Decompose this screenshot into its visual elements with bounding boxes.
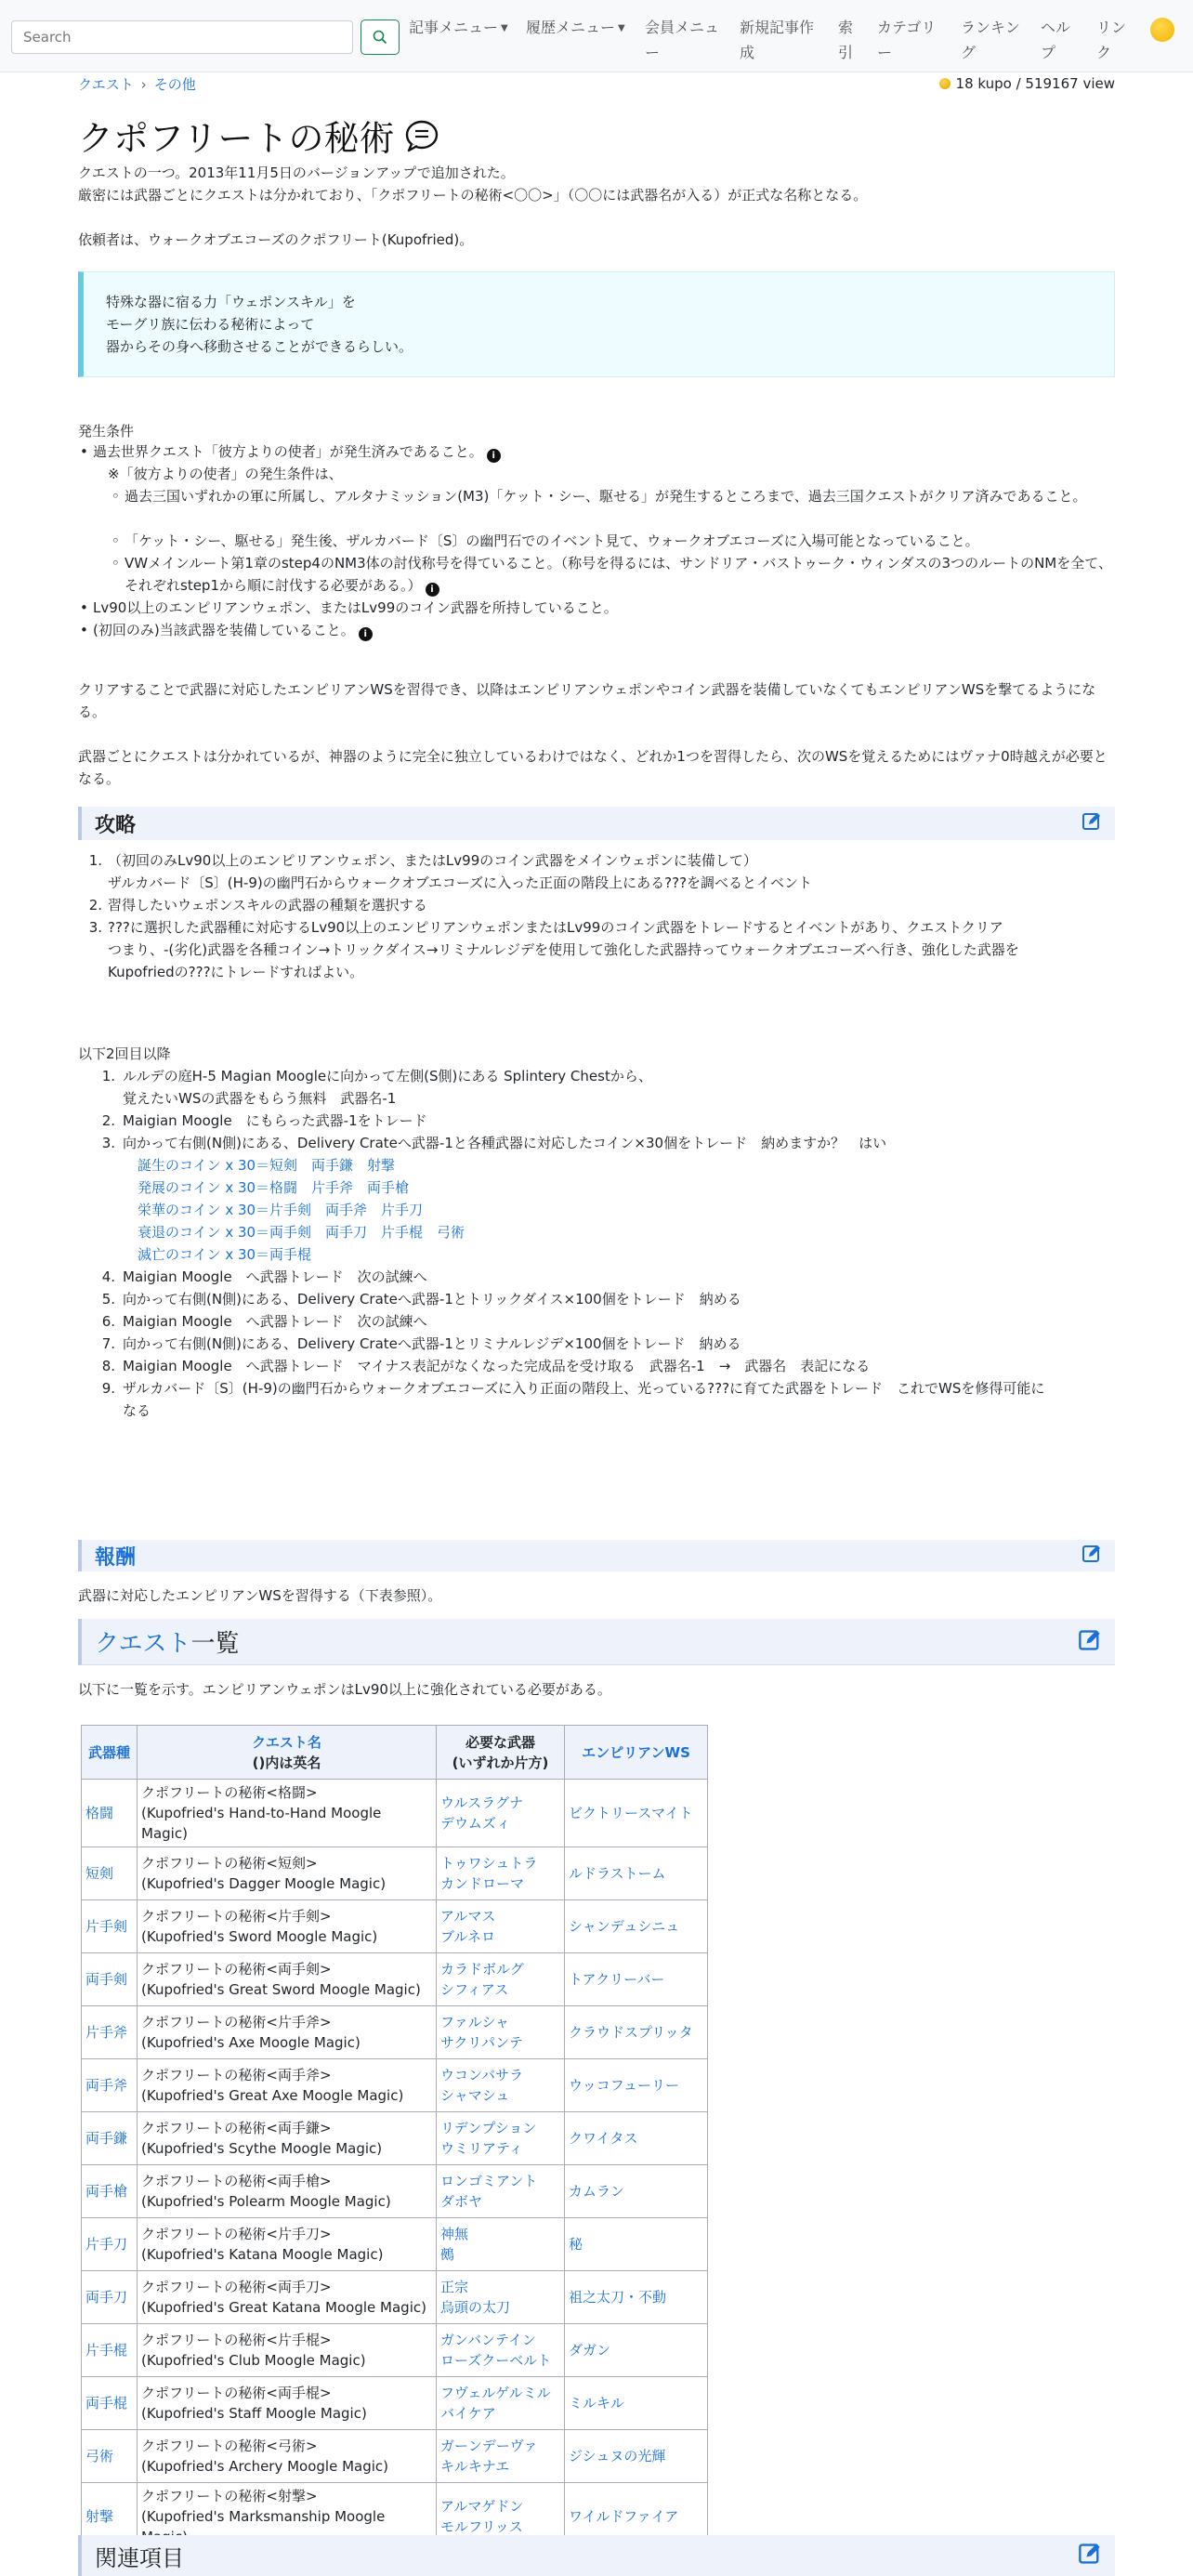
second-step	[123, 1087, 1115, 1110]
table-cell	[138, 1780, 437, 1847]
weapon-link[interactable]: カラドボルグ	[440, 1961, 524, 1978]
table-cell	[138, 1847, 437, 1900]
quest-name-en: (Kupofried's Staff Moogle Magic)	[141, 2405, 367, 2422]
weapon-type-link[interactable]: 両手斧	[85, 2077, 128, 2094]
col-required-sub: (いずれか片方)	[452, 1754, 549, 1771]
section-title: 攻略	[95, 813, 137, 837]
weapon-type-link[interactable]: 両手棍	[85, 2395, 128, 2412]
second-step	[101, 1377, 1115, 1400]
search-icon	[373, 30, 387, 45]
theme-toggle[interactable]	[1150, 18, 1174, 42]
table-row	[82, 1953, 708, 2006]
list-text: 以下に一覧を示す。エンピリアンウェポンはLv90以上に強化されている必要がある。	[78, 1681, 611, 1698]
weapon-type-link[interactable]: 片手刀	[85, 2236, 128, 2253]
bullet-icon: •	[80, 599, 88, 616]
section-title	[95, 1624, 240, 1659]
weapon-link[interactable]: ガーンデーヴァ	[440, 2438, 538, 2454]
weapon-type-link[interactable]: 片手剣	[85, 1918, 128, 1935]
col-ws	[565, 1726, 708, 1780]
callout-line: 器からその身へ移動させることができるらしい。	[106, 338, 413, 355]
weapon-link[interactable]: ウコンバサラ	[440, 2067, 523, 2083]
quest-name[interactable]: クポフリートの秘術<両手鎌>	[141, 2120, 332, 2136]
step-text: ザルカバード〔S〕(H-9)の幽門石からウォークオブエコーズに入った正面の階段上にある???を調べるとイベント	[108, 874, 813, 891]
table-cell	[82, 2112, 138, 2165]
table-cell	[82, 1953, 138, 2006]
page-title	[78, 110, 440, 161]
breadcrumb-quest[interactable]: クエスト	[78, 76, 134, 93]
quest-name-en: (Kupofried's Great Katana Moogle Magic)	[141, 2299, 426, 2316]
second-step	[101, 1110, 1115, 1132]
bullet-icon: ◦	[111, 488, 120, 505]
weapon-type-link[interactable]: 両手刀	[85, 2289, 128, 2306]
strategy-step	[88, 894, 1115, 916]
table-cell	[565, 2165, 708, 2218]
weapon-type-link[interactable]: 片手斧	[85, 2024, 128, 2041]
table-row	[82, 2430, 708, 2483]
table-cell	[437, 2430, 565, 2483]
bullet-icon: ◦	[111, 555, 120, 572]
edit-icon[interactable]	[1078, 2542, 1102, 2569]
edit-icon[interactable]	[1082, 811, 1102, 835]
strategy-step	[108, 872, 1115, 894]
step-text: 発展のコイン x 30＝格闘 片手斧 両手槍	[138, 1179, 410, 1196]
quest-name-en: (Kupofried's Hand-to-Hand Moogle Magic)	[141, 1805, 382, 1842]
step-text: Maigian Moogle へ武器トレード マイナス表記がなくなった完成品を受け取る 武器名-1 → 武器名 表記になる	[123, 1358, 871, 1374]
table-row	[82, 1780, 708, 1847]
col-quest	[138, 1726, 437, 1780]
weapon-link[interactable]: アルマゲドン	[440, 2498, 524, 2515]
step-number: 9.	[101, 1380, 115, 1397]
bullet-icon: •	[80, 622, 88, 638]
weapon-link[interactable]: トゥワシュトラ	[440, 1855, 538, 1872]
weapon-link[interactable]: カンドローマ	[440, 1875, 525, 1892]
quest-name[interactable]: クポフリートの秘術<両手剣>	[141, 1961, 332, 1978]
table-cell	[138, 2430, 437, 2483]
table-cell	[138, 2112, 437, 2165]
bullet-icon: ◦	[111, 532, 120, 549]
section-title-link[interactable]: クエスト	[95, 1630, 191, 1658]
weapon-type-link[interactable]: 両手槍	[85, 2183, 128, 2200]
table-cell	[82, 2006, 138, 2059]
table-cell	[437, 2377, 565, 2430]
section-related	[78, 2535, 1115, 2576]
chevron-down-icon: ▼	[501, 23, 508, 33]
step-number: 6.	[101, 1313, 115, 1330]
search-input[interactable]	[11, 20, 353, 54]
ws-link[interactable]: クワイタス	[569, 2130, 638, 2147]
table-cell	[437, 2165, 565, 2218]
table-cell	[82, 2218, 138, 2271]
section-title: 報酬	[95, 1545, 137, 1570]
nav-help[interactable]: ヘルプ	[1041, 19, 1071, 61]
table-cell	[437, 1900, 565, 1953]
second-step	[123, 1400, 1115, 1422]
condition-item	[111, 530, 1115, 552]
table-cell	[138, 2271, 437, 2324]
nav-index[interactable]: 索引	[838, 19, 854, 61]
breadcrumb-other[interactable]: その他	[153, 76, 196, 93]
quest-name[interactable]: クポフリートの秘術<片手刀>	[141, 2226, 332, 2242]
quest-name[interactable]: クポフリートの秘術<格闘>	[141, 1784, 318, 1801]
step-number: 5.	[101, 1291, 115, 1308]
step-number: 1.	[88, 852, 102, 869]
condition-text: VWメインルート第1章のstep4のNM3体の討伐称号を得ていること。（称号を得るには、サンドリア・バストゥーク・ウィンダスの3つのルートのNMを全て、それぞれstep1から順に討伐する必要がある。）	[125, 555, 1112, 594]
nav-menu-article[interactable]	[409, 15, 515, 41]
col-quest-sub: ()内は英名	[252, 1754, 321, 1771]
table-header-row	[82, 1726, 708, 1780]
reward-text: 武器に対応したエンピリアンWSを習得する（下表参照）。	[78, 1587, 442, 1604]
quest-name[interactable]: クポフリートの秘術<両手棍>	[141, 2385, 332, 2401]
step-text: 覚えたいWSの武器をもらう無料 武器名-1	[123, 1090, 397, 1107]
search-button[interactable]	[361, 20, 400, 55]
table-row	[82, 2059, 708, 2112]
weapon-link[interactable]: フヴェルゲルミル	[440, 2385, 551, 2401]
col-weapon	[82, 1726, 138, 1780]
weapon-type-link[interactable]: 格闘	[85, 1805, 114, 1821]
strategy-step	[108, 961, 1115, 983]
info-icon[interactable]: i	[359, 627, 373, 641]
table-cell	[138, 2165, 437, 2218]
ws-link[interactable]: ミルキル	[569, 2395, 624, 2412]
ws-link[interactable]: ルドラストーム	[569, 1865, 666, 1882]
quest-name[interactable]: クポフリートの秘術<片手斧>	[141, 2014, 332, 2031]
weapon-type-link[interactable]: 片手棍	[85, 2342, 128, 2359]
weapon-link[interactable]: シャマシュ	[440, 2087, 510, 2104]
intro-line: 依頼者は、ウォークオブエコーズのクポフリート(Kupofried)。	[78, 231, 474, 248]
col-quest-label[interactable]: クエスト名	[252, 1733, 321, 1751]
step-text: 習得したいウェポンスキルの武器の種類を選択する	[108, 897, 427, 913]
quest-name-en: (Kupofried's Archery Moogle Magic)	[141, 2458, 389, 2475]
col-weapon-label[interactable]: 武器種	[87, 1743, 130, 1761]
table-row	[82, 2271, 708, 2324]
table-cell	[565, 1847, 708, 1900]
table-cell	[565, 1953, 708, 2006]
edit-icon[interactable]	[1082, 1544, 1102, 1568]
kupo-text: 18 kupo / 519167 view	[955, 75, 1115, 92]
nav-menu-label: 履歴メニュー	[526, 19, 616, 36]
second-step	[138, 1154, 1115, 1176]
condition-text: ※「彼方よりの使者」の発生条件は、	[108, 466, 343, 482]
quest-name[interactable]: クポフリートの秘術<片手棍>	[141, 2332, 332, 2348]
condition-item	[108, 463, 1115, 485]
step-text: Maigian Moogle へ武器トレード 次の試練へ	[123, 1268, 427, 1285]
table-cell	[437, 2271, 565, 2324]
step-text: ???に選択した武器種に対応するLv90以上のエンピリアンウェポンまたはLv99のコイン武器をトレードするとイベントがあり、クエストクリア	[108, 919, 1003, 936]
second-step	[101, 1310, 1115, 1333]
step-text: Maigian Moogle にもらった武器-1をトレード	[123, 1112, 427, 1129]
table-row	[82, 2324, 708, 2377]
step-text: なる	[123, 1402, 151, 1419]
table-cell	[565, 2059, 708, 2112]
quest-name-en: (Kupofried's Dagger Moogle Magic)	[141, 1875, 387, 1892]
step-text: 向かって右側(N側)にある、Delivery Crateへ武器-1とトリックダイス×100個をトレード 納める	[123, 1291, 741, 1308]
second-step	[101, 1132, 1115, 1154]
weapon-link[interactable]: 鵺	[440, 2246, 455, 2263]
table-row	[82, 2112, 708, 2165]
step-number: 2.	[88, 897, 102, 913]
condition-item	[80, 597, 1115, 619]
quest-name[interactable]: クポフリートの秘術<弓術>	[141, 2438, 318, 2454]
weapon-type-link[interactable]: 短剣	[85, 1865, 114, 1882]
weapon-link[interactable]: ウルスラグナ	[440, 1794, 524, 1811]
step-number: 3.	[101, 1135, 115, 1151]
table-cell	[437, 1847, 565, 1900]
weapon-link[interactable]: デウムズィ	[440, 1815, 511, 1832]
weapon-link[interactable]: アルマス	[440, 1908, 496, 1925]
section-title-text: 一覧	[190, 1630, 240, 1658]
table-cell	[437, 2059, 565, 2112]
quest-name[interactable]: クポフリートの秘術<両手刀>	[141, 2279, 332, 2295]
ws-link[interactable]: ダガン	[569, 2342, 611, 2359]
table-cell	[437, 2324, 565, 2377]
weapon-link[interactable]: 烏頭の太刀	[440, 2299, 511, 2316]
weapon-link[interactable]: 神無	[440, 2226, 469, 2242]
nav-ranking[interactable]: ランキング	[961, 19, 1020, 61]
step-text: 誕生のコイン x 30＝短剣 両手鎌 射撃	[138, 1157, 396, 1174]
section-title: 関連項目	[95, 2544, 184, 2571]
weapon-link[interactable]: ウミリアティ	[440, 2140, 523, 2157]
intro	[78, 162, 1115, 251]
step-text: （初回のみLv90以上のエンピリアンウェポン、またはLv99のコイン武器をメインウェポンに装備して）	[108, 852, 757, 869]
weapon-link[interactable]: ロンゴミアント	[440, 2173, 538, 2189]
step-number: 4.	[101, 1268, 115, 1285]
ws-link[interactable]: ビクトリースマイト	[569, 1805, 693, 1821]
step-text: 滅亡のコイン x 30＝両手棍	[138, 1246, 312, 1263]
callout-line: モーグリ族に伝わる秘術によって	[106, 316, 315, 333]
info-icon[interactable]: i	[426, 583, 439, 597]
col-required	[437, 1726, 565, 1780]
weapon-link[interactable]: シフィアス	[440, 1981, 509, 1998]
table-cell	[82, 1847, 138, 1900]
quest-name-en: (Kupofried's Sword Moogle Magic)	[141, 1928, 378, 1945]
weapon-link[interactable]: サクリパンテ	[440, 2034, 523, 2051]
col-required-label: 必要な武器	[465, 1733, 535, 1751]
table-row	[82, 1847, 708, 1900]
step-text: つまり、-(劣化)武器を各種コイン→トリックダイス→リミナルレジデを使用して強化した武器持ってウォークオブエコーズへ行き、強化した武器を	[108, 941, 1019, 958]
second-heading: 以下2回目以降	[78, 1045, 171, 1062]
quest-name-en: (Kupofried's Katana Moogle Magic)	[141, 2246, 384, 2263]
quest-name-en: (Kupofried's Great Axe Moogle Magic)	[141, 2087, 404, 2104]
quest-name[interactable]: クポフリートの秘術<両手斧>	[141, 2067, 332, 2083]
second-step	[101, 1333, 1115, 1355]
table-row	[82, 2006, 708, 2059]
quest-table	[81, 1725, 708, 2551]
step-number: 3.	[88, 919, 102, 936]
weapon-link[interactable]: バイケア	[440, 2405, 496, 2422]
table-cell	[565, 2112, 708, 2165]
condition-text: 過去世界クエスト「彼方よりの使者」が発生済みであること。	[93, 443, 483, 460]
weapon-type-link[interactable]: 両手鎌	[85, 2130, 128, 2147]
weapon-link[interactable]: ファルシャ	[440, 2014, 510, 2031]
section-reward	[78, 1540, 1115, 1571]
second-step	[138, 1176, 1115, 1199]
conditions-heading: 発生条件	[78, 423, 135, 440]
second-step	[138, 1199, 1115, 1221]
ws-link[interactable]: トアクリーバー	[569, 1971, 665, 1988]
chevron-down-icon: ▼	[618, 23, 625, 33]
quest-name[interactable]: クポフリートの秘術<片手剣>	[141, 1908, 332, 1925]
second-step	[101, 1288, 1115, 1310]
intro-line: クエストの一つ。2013年11月5日のバージョンアップで追加された。	[78, 164, 515, 181]
step-text: ルルデの庭H-5 Magian Moogleに向かって左側(S側)にある Splintery Chestから、	[123, 1068, 652, 1084]
nav-new-article[interactable]: 新規記事作成	[740, 19, 815, 61]
ws-link[interactable]: カムラン	[569, 2183, 625, 2200]
callout-line: 特殊な器に宿る力「ウェポンスキル」を	[106, 294, 356, 310]
kupo-icon	[939, 78, 950, 89]
ws-link[interactable]: ワイルドファイア	[569, 2508, 679, 2525]
weapon-link[interactable]: キルキナエ	[440, 2458, 510, 2475]
quest-name[interactable]: クポフリートの秘術<射撃>	[141, 2488, 318, 2504]
ws-link[interactable]: クラウドスプリッタ	[569, 2024, 693, 2041]
table-cell	[437, 1780, 565, 1847]
table-cell	[82, 2165, 138, 2218]
table-cell	[138, 1953, 437, 2006]
quest-name[interactable]: クポフリートの秘術<短剣>	[141, 1855, 318, 1872]
table-cell	[82, 2377, 138, 2430]
quest-name-en: (Kupofried's Scythe Moogle Magic)	[141, 2140, 383, 2157]
second-step	[101, 1355, 1115, 1377]
nav-category[interactable]: カテゴリー	[877, 19, 937, 61]
table-cell	[138, 2377, 437, 2430]
condition-item	[111, 485, 1115, 507]
weapon-type-link[interactable]: 両手剣	[85, 1971, 128, 1988]
weapon-link[interactable]: ブルネロ	[440, 1928, 495, 1945]
top-navbar	[0, 0, 1193, 72]
strategy-step	[88, 849, 1115, 872]
section-strategy	[78, 807, 1115, 840]
weapon-type-link[interactable]: 射撃	[85, 2508, 114, 2525]
second-step	[138, 1221, 1115, 1243]
condition-text: 過去三国いずれかの軍に所属し、アルタナミッション(M3)「ケット・シー、駆せる」が発生するところまで、過去三国クエストがクリア済みであること。	[125, 488, 1087, 505]
ws-link[interactable]: シャンデュシニュ	[569, 1918, 680, 1935]
table-cell	[82, 2271, 138, 2324]
table-cell	[437, 2006, 565, 2059]
table-cell	[437, 2112, 565, 2165]
table-row	[82, 2165, 708, 2218]
ws-link[interactable]: 秘	[569, 2236, 583, 2253]
weapon-link[interactable]: ガンバンテイン	[440, 2332, 536, 2348]
weapon-link[interactable]: リデンプション	[440, 2120, 537, 2136]
ws-link[interactable]: 祖之太刀・不動	[569, 2289, 667, 2306]
weapon-type-link[interactable]: 弓術	[85, 2448, 114, 2464]
step-text: 栄華のコイン x 30＝片手剣 両手斧 片手刀	[138, 1202, 424, 1218]
table-cell	[82, 1900, 138, 1953]
step-number: 1.	[101, 1068, 115, 1084]
note-vana: 武器ごとにクエストは分かれているが、神器のように完全に独立しているわけではなく、どれか1つを習得したら、次のWSを覚えるためにはヴァナ0時越えが必要となる。	[78, 748, 1108, 787]
table-row	[82, 2218, 708, 2271]
table-cell	[138, 2059, 437, 2112]
table-cell	[138, 1900, 437, 1953]
weapon-link[interactable]: ローズクーベルト	[440, 2352, 552, 2369]
section-quest-list	[78, 1619, 1115, 1665]
ws-link[interactable]: ウッコフューリー	[569, 2077, 679, 2094]
strategy-step	[88, 916, 1115, 939]
quest-name-en: (Kupofried's Marksmanship Moogle	[141, 2508, 386, 2525]
table-row	[82, 1900, 708, 1953]
step-text: 衰退のコイン x 30＝両手剣 両手刀 片手棍 弓術	[138, 1224, 465, 1241]
table-cell	[437, 1953, 565, 2006]
table-cell	[138, 2218, 437, 2271]
kupo-counter	[939, 75, 1115, 92]
nav-menu-member[interactable]: 会員メニュー	[645, 19, 720, 61]
quest-name-en: (Kupofried's Axe Moogle Magic)	[141, 2034, 361, 2051]
step-number: 7.	[101, 1335, 115, 1352]
condition-item	[80, 440, 1115, 463]
quest-name[interactable]: クポフリートの秘術<両手槍>	[141, 2173, 332, 2189]
page-title-text: クポフリートの秘術	[78, 118, 395, 159]
weapon-link[interactable]: 正宗	[440, 2279, 469, 2295]
second-step	[101, 1065, 1115, 1087]
condition-item	[80, 619, 1115, 641]
table-cell	[565, 2324, 708, 2377]
ws-link[interactable]: ジシュヌの光輝	[569, 2448, 666, 2464]
step-number: 8.	[101, 1358, 115, 1374]
breadcrumb-separator: ›	[140, 76, 147, 93]
breadcrumb	[78, 74, 196, 94]
note-clear: クリアすることで武器に対応したエンピリアンWSを習得でき、以降はエンピリアンウェポンやコイン武器を装備していなくてもエンピリアンWSを撃てるようになる。	[78, 681, 1096, 720]
col-ws-label[interactable]: エンピリアンWS	[582, 1743, 690, 1761]
table-cell	[138, 2006, 437, 2059]
condition-text: Lv90以上のエンピリアンウェポン、またはLv99のコイン武器を所持していること。	[93, 599, 618, 616]
condition-item	[111, 552, 1115, 597]
table-cell	[565, 2006, 708, 2059]
nav-menu-history[interactable]	[526, 15, 632, 41]
table-cell	[565, 2377, 708, 2430]
table-cell	[82, 2059, 138, 2112]
weapon-link[interactable]: ダボヤ	[440, 2193, 483, 2210]
edit-icon[interactable]	[1078, 1628, 1102, 1656]
table-row	[82, 2377, 708, 2430]
step-text: Maigian Moogle へ武器トレード 次の試練へ	[123, 1313, 427, 1330]
intro-line: 厳密には武器ごとにクエストは分かれており、「クポフリートの秘術<〇〇>」（〇〇には武器名が入る）が正式な名称となる。	[78, 187, 868, 204]
nav-menu-label: 記事メニュー	[409, 19, 499, 36]
bullet-icon: •	[80, 443, 88, 460]
condition-text: 「ケット・シー、駆せる」発生後、ザルカバード〔S〕の幽門石でのイベント見て、ウォークオブエコーズに入場可能となっていること。	[125, 532, 979, 549]
step-text: 向かって右側(N側)にある、Delivery Crateへ武器-1と各種武器に対応したコイン×30個をトレード 納めますか？ はい	[123, 1135, 887, 1151]
table-cell	[82, 2430, 138, 2483]
flavor-callout	[78, 271, 1115, 377]
weapon-link[interactable]: モルフリッス	[440, 2518, 523, 2535]
second-step	[138, 1243, 1115, 1266]
quest-name-en: (Kupofried's Club Moogle Magic)	[141, 2352, 366, 2369]
table-cell	[82, 2324, 138, 2377]
table-cell	[565, 2430, 708, 2483]
quest-name-en: (Kupofried's Great Sword Moogle Magic)	[141, 1981, 421, 1998]
step-number: 2.	[101, 1112, 115, 1129]
step-text: ザルカバード〔S〕(H-9)の幽門石からウォークオブエコーズに入り正面の階段上、光っている???に育てた武器をトレード これでWSを修得可能に	[123, 1380, 1045, 1397]
comment-icon[interactable]	[403, 117, 440, 154]
table-cell	[565, 1780, 708, 1847]
step-text: 向かって右側(N側)にある、Delivery Crateへ武器-1とリミナルレジデ×100個をトレード 納める	[123, 1335, 741, 1352]
step-text: Kupofriedの???にトレードすればよい。	[108, 964, 364, 980]
condition-text: (初回のみ)当該武器を装備していること。	[93, 622, 355, 638]
nav-link[interactable]: リンク	[1096, 19, 1127, 61]
second-step	[101, 1266, 1115, 1288]
info-icon[interactable]: i	[487, 449, 501, 463]
strategy-step	[108, 939, 1115, 961]
table-cell	[138, 2324, 437, 2377]
table-cell	[437, 2218, 565, 2271]
table-cell	[565, 2271, 708, 2324]
table-cell	[565, 1900, 708, 1953]
table-cell	[565, 2218, 708, 2271]
quest-name-en: (Kupofried's Polearm Moogle Magic)	[141, 2193, 391, 2210]
table-cell	[82, 1780, 138, 1847]
